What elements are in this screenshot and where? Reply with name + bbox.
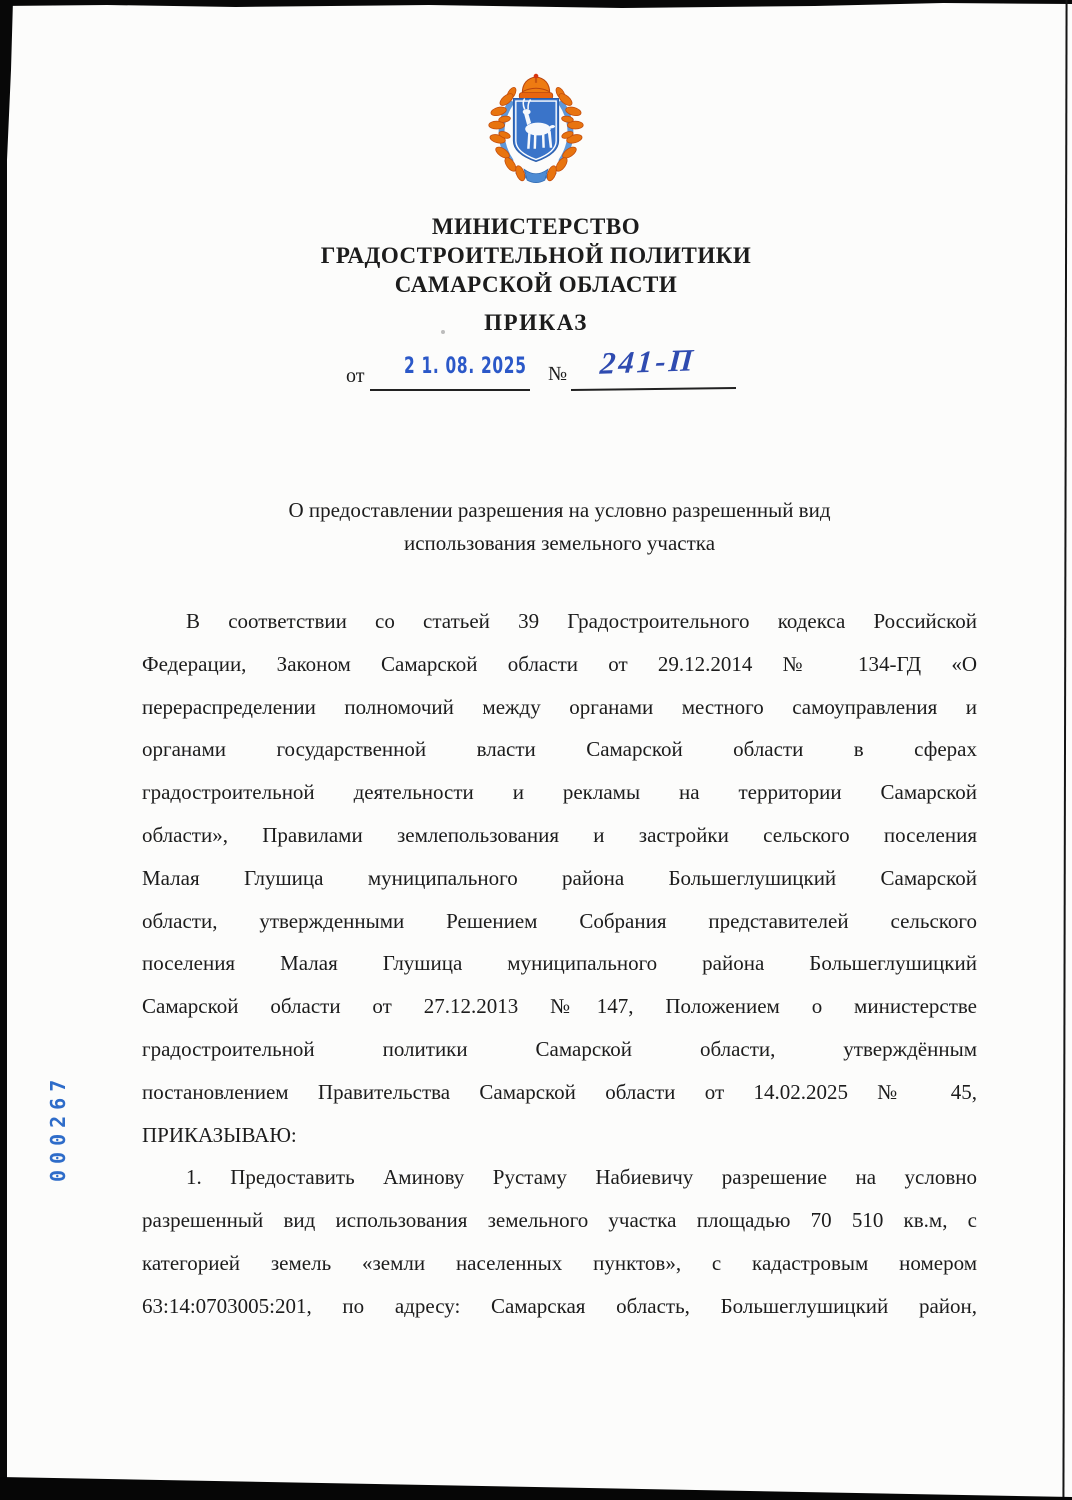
body-line: 1. Предоставить Аминову Рустаму Набиевичу разрешение на условно — [186, 1165, 977, 1190]
body-line: органами государственной власти Самарской области в сферах — [142, 737, 977, 762]
number-underline — [571, 387, 736, 391]
document-title-line2: использования земельного участка — [403, 531, 716, 555]
samara-coat-of-arms-icon — [477, 70, 595, 192]
serial-number-stamp: 000267 — [46, 1073, 70, 1182]
body-line: разрешенный вид использования земельного участка площадью 70 510 кв.м, с — [142, 1208, 977, 1233]
body-line: градостроительной политики Самарской области, утверждённым — [142, 1036, 977, 1061]
document-type-heading: ПРИКАЗ — [484, 310, 588, 335]
body-line: Федерации, Законом Самарской области от 29.12.2014 № 134-ГД «О — [142, 651, 977, 676]
crown-icon — [519, 74, 552, 99]
body-line: категорией земель «земли населенных пунктов», с кадастровым номером — [142, 1250, 977, 1275]
body-line: В соответствии со статьей 39 Градостроительного кодекса Российской — [186, 609, 977, 633]
body-line: поселения Малая Глушица муниципального района Большеглушицкий — [142, 951, 977, 976]
date-underline — [370, 389, 530, 391]
ministry-name-line2: ГРАДОСТРОИТЕЛЬНОЙ ПОЛИТИКИ — [320, 243, 752, 268]
body-line: области», Правилами землепользования и застройки сельского поселения — [142, 822, 977, 847]
handwritten-order-number: 241-П — [598, 342, 698, 381]
body-line: 63:14:0703005:201, по адресу: Самарская область, Большеглушицкий район, — [142, 1293, 977, 1318]
body-line: градостроительной деятельности и рекламы на территории Самарской — [142, 780, 977, 805]
date-stamp: 2 1. 08. 2025 — [404, 354, 527, 379]
ministry-name-line3: САМАРСКОЙ ОБЛАСТИ — [394, 272, 678, 297]
body-line: Малая Глушица муниципального района Большеглушицкий Самарской — [142, 865, 977, 890]
document-title-line1: О предоставлении разрешения на условно разрешенный вид — [288, 498, 831, 522]
scan-edge-bottom — [0, 1477, 1072, 1500]
ministry-name — [0, 212, 1072, 299]
order-word: ПРИКАЗЫВАЮ: — [142, 1122, 297, 1147]
body-line: перераспределении полномочий между органами местного самоуправления и — [142, 694, 977, 719]
date-label: от — [346, 365, 365, 387]
ministry-name-line1: МИНИСТЕРСТВО — [431, 214, 641, 239]
body-line: Самарской области от 27.12.2013 №147, Положением о министерстве — [142, 994, 977, 1019]
scan-edge-top — [0, 0, 1072, 9]
body-line: области, утвержденными Решением Собрания представителей сельского — [142, 908, 977, 933]
document-title — [142, 494, 977, 560]
number-label: № — [548, 363, 568, 385]
body-line: постановлением Правительства Самарской области от 14.02.2025 № 45, — [142, 1079, 977, 1104]
document-body — [142, 600, 977, 1328]
